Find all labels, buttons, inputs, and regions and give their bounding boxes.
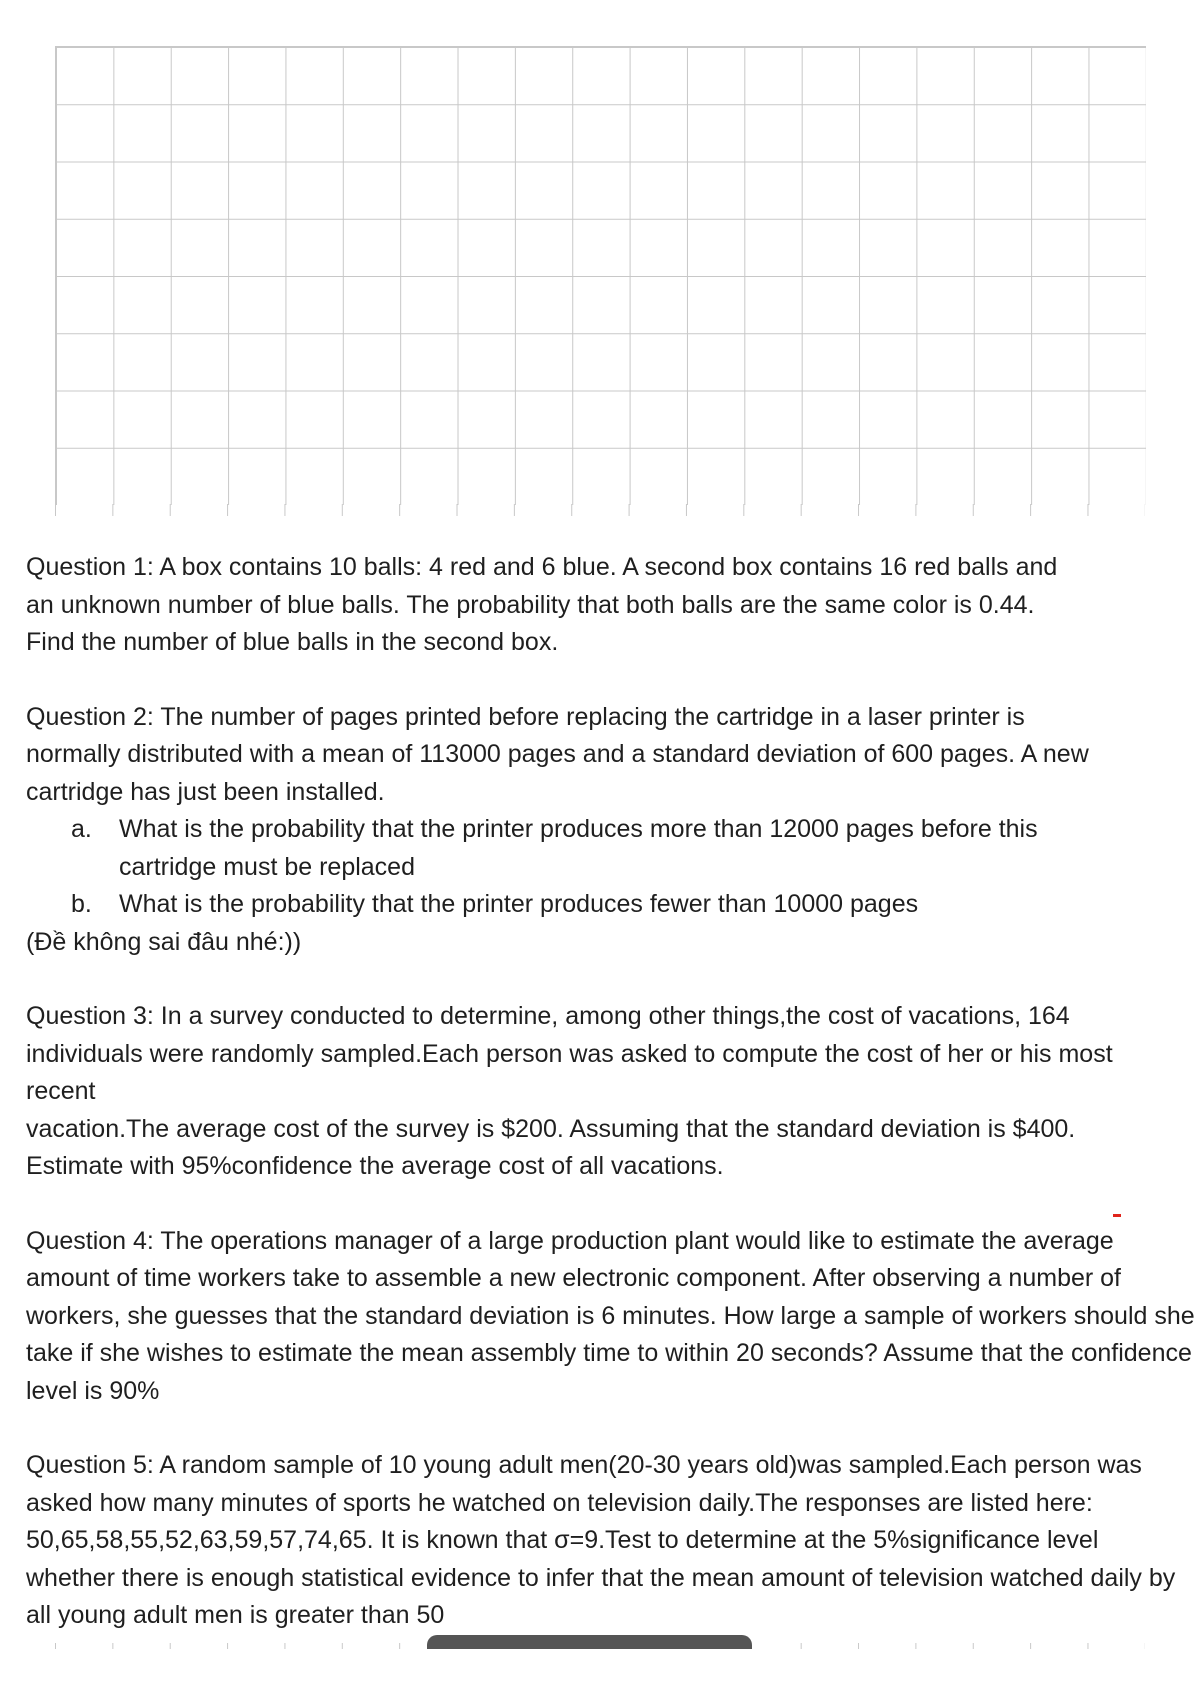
part-marker: b. bbox=[71, 890, 92, 918]
question-1: Question 1: A box contains 10 balls: 4 red and 6 blue. A second box contains 16 red balls and an unknown number of blue balls. The probability that both balls are the same color is 0.44. Find the number of blue balls in the second box. bbox=[26, 553, 1058, 656]
question-2-intro: Question 2: The number of pages printed before replacing the cartridge in a laser printer is normally distributed with a mean of 113000 pages and a standard deviation of 600 pages. A new cartridge has just been installed. bbox=[26, 702, 1089, 806]
question-2-part-b bbox=[26, 886, 1186, 924]
question-3-line-2: vacation.The average cost of the survey is $200. Assuming that the standard deviation is $400. Estimate with 95%confidence the average cost of all vacations. bbox=[26, 1114, 1076, 1180]
scroll-indicator[interactable] bbox=[427, 1635, 752, 1649]
question-4: Question 4: The operations manager of a large production plant would like to estimate the average amount of time workers take to assemble a new electronic component. After observing a number of workers, she guesses that the standard deviation is 6 minutes. How large a sample of workers should she take if she wishes to estimate the mean assembly time to within 20 seconds? Assume that the confidence level is 90% bbox=[26, 1226, 1195, 1405]
red-annotation-mark bbox=[1113, 1214, 1121, 1217]
part-text: What is the probability that the printer produces fewer than 10000 pages bbox=[119, 890, 919, 918]
graph-paper-grid bbox=[55, 46, 1146, 505]
question-2-note: (Đề không sai đâu nhé:)) bbox=[26, 927, 302, 956]
part-marker: a. bbox=[71, 815, 92, 843]
question-5: Question 5: A random sample of 10 young adult men(20-30 years old)was sampled.Each person was asked how many minutes of sports he watched on television daily.The responses are listed here: 50,65,58,55,52,63,59,57,74,65. It is known that σ=9.Test to determine at the 5%significance level whether there is enough statistical evidence to infer that the mean amount of television watched daily by all young adult men is greater than 50 bbox=[26, 1451, 1176, 1629]
grid-tick-marks bbox=[55, 504, 1145, 516]
question-3-line-1: Question 3: In a survey conducted to determine, among other things,the cost of vacations, 164 individuals were randomly sampled.Each person was asked to compute the cost of her or his most recent bbox=[26, 1002, 1113, 1105]
part-text: What is the probability that the printer produces more than 12000 pages before this cartridge must be replaced bbox=[119, 815, 1038, 881]
question-2-part-a bbox=[26, 811, 1186, 886]
question-list bbox=[26, 549, 1195, 1635]
